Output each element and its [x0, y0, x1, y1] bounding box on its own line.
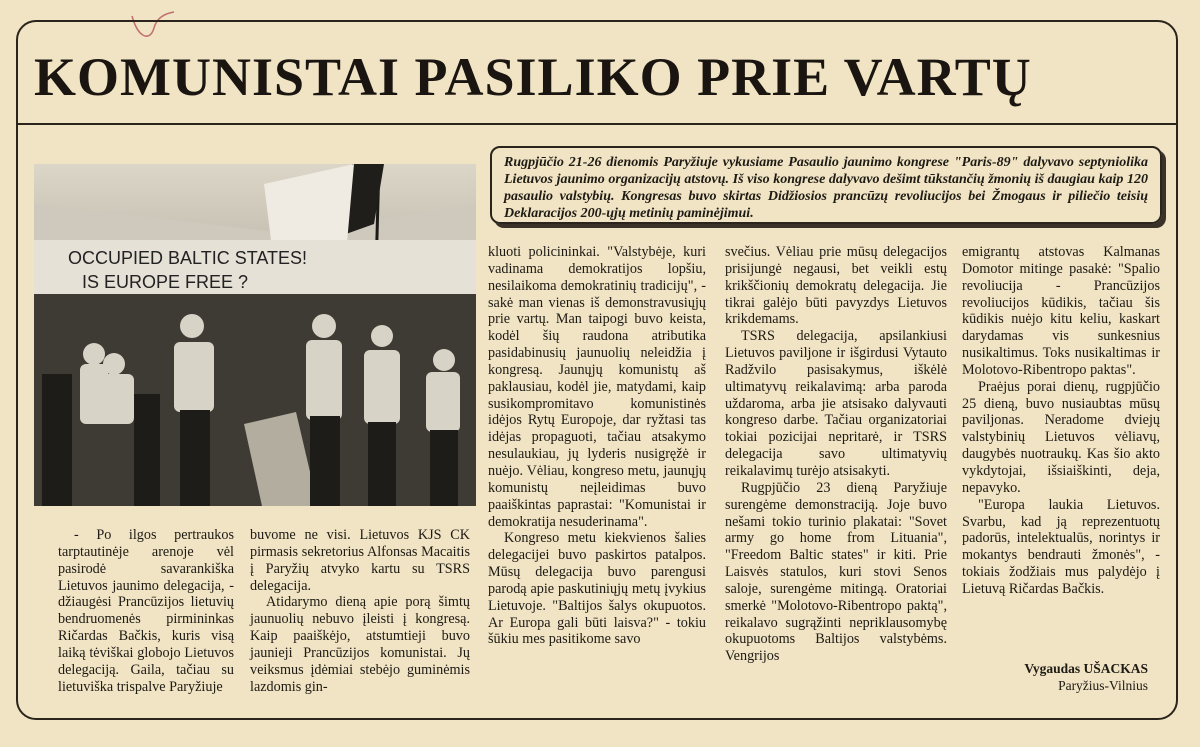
photo [34, 164, 476, 506]
paragraph: svečius. Vėliau prie mūsų delegacijos prisijungė negausi, bet veikli estų krikščionių demokratų delegacija. Jie tikrai galėjo būti pavyzdys Lietuvos krikdemams. [725, 244, 947, 328]
lead-text: Rugpjūčio 21-26 dienomis Paryžiuje vykusiame Pasaulio jaunimo kongrese "Paris-89" dalyvavo septyniolika Lietuvos jaunimo organizacijų atstovų. Iš viso kongrese dalyvavo dešimt tūkstančių žmonių iš daugiau kaip 120 pasaulio valstybių. Kongresas buvo skirtas Didžiosios prancūzų revoliucijos bei Žmogaus ir piliečio teisių Deklaracijos 200-ųjų metinių paminėjimui. [504, 155, 1148, 221]
paragraph: emigrantų atstovas Kalmanas Domotor mitinge pasakė: "Spalio revoliucija - Prancūzijos revoliucijos kūdikis, tačiau šis kūdikis nuėjo kitu keliu, kaskart darydamas vis sunkesnius nusikaltimus. Toks nusikaltimas ir Molotovo-Ribentropo paktas". [962, 244, 1160, 378]
byline [948, 660, 1148, 694]
lead-box [490, 146, 1162, 224]
headline-rule [18, 123, 1178, 125]
byline-place: Paryžius-Vilnius [1058, 678, 1148, 693]
demonstration-photo [34, 164, 476, 506]
byline-author: Vygaudas UŠACKAS [1024, 661, 1148, 676]
paragraph: "Europa laukia Lietuvos. Svarbu, kad ją reprezentuotų padorūs, intelektualūs, norintys ir mokantys bendrauti žmonės", - tokiais žodžiais mus palydėjo į Lietuvą Ričardas Bačkis. [962, 496, 1160, 597]
column-1 [58, 527, 234, 695]
paragraph: kluoti policininkai. "Valstybėje, kuri vadinama demokratijos lopšiu, nesilaikoma demokratinių tradicijų", - sakė man vienas iš demonstravusiųjų prie vartų. Man taipogi buvo keista, kodėl šių raudona atributika pasidabinusių jaunuolių neleidžia į kongresą. Jaunųjų komunistų aš paklausiau, kodėl jie, matydami, kaip susikompromitavo komunistinės idėjos Rytų Europoje, dar ryžtasi tas idėjas propaguoti, tačiau atsakymo nesulaukiau, jų lyderis nusigręžė ir nuėjo. Vėliau, kongreso metu, jaunųjų komunistų neįleidimas buvo paaiškintas paprastai: "Komunistai ir demokratija nesuderinama". [488, 244, 706, 530]
paragraph: - Po ilgos pertraukos tarptautinėje arenoje vėl pasirodė savarankiška Lietuvos jaunimo delegacija, - džiaugėsi Prancūzijos lietuvių bendruomenės pirmininkas Ričardas Bačkis, kuris visą laiką tėviškai globojo Lietuvos delegaciją. Gaila, tačiau su lietuviška trispalve Paryžiuje [58, 527, 234, 695]
paragraph: buvome ne visi. Lietuvos KJS CK pirmasis sekretorius Alfonsas Macaitis į Paryžių atvyko kartu su TSRS delegacija. [250, 527, 470, 594]
column-5 [962, 244, 1160, 598]
headline: KOMUNISTAI PASILIKO PRIE VARTŲ [34, 47, 1032, 107]
column-2 [250, 527, 470, 695]
column-3 [488, 244, 706, 648]
column-4 [725, 244, 947, 665]
paragraph: TSRS delegacija, apsilankiusi Lietuvos paviljone ir išgirdusi Vytauto Radžvilo pasisakymus, iškėlė ultimatyvų reikalavimą: arba paroda uždaroma, arba jie atsisako dalyvauti kongreso darbe. Tačiau organizatoriai tokiai pozicijai nepritarė, ir TSRS delegacija savo ultimatyvių reikalavimų turėjo atsisakyti. [725, 328, 947, 479]
paragraph: Atidarymo dieną apie porą šimtų jaunuolių nebuvo įleisti į kongresą. Kaip paaiškėjo, atstumtieji buvo jaunieji Prancūzijos komunistai. Jų veiksmus įdėmiai stebėjo guminėmis lazdomis gin- [250, 594, 470, 695]
paragraph: Kongreso metu kiekvienos šalies delegacijei buvo paskirtos patalpos. Mūsų delegacija buvo parengusi parodą apie paskutiniųjų metų įvykius Lietuvoje. "Baltijos šalys okupuotos. Ar Europa gali būti laisva?" - tokiu šūkiu mes pasitikome savo [488, 530, 706, 648]
banner-line2: IS EUROPE FREE ? [82, 272, 249, 292]
banner-line1: OCCUPIED BALTIC STATES! [68, 248, 308, 268]
paragraph: Rugpjūčio 23 dieną Paryžiuje surengėme demonstraciją. Joje buvo nešami tokio turinio plakatai: "Sovet army go home from Lituania", "Freedom Baltic states" ir kiti. Prie Laisvės statulos, kuri stovi Senos saloje, surengėme mitingą. Oratoriai smerkė "Molotovo-Ribentropo paktą", reikalavo sugrąžinti nepriklausomybę okupuotoms Baltijos valstybėms. Vengrijos [725, 479, 947, 665]
paragraph: Praėjus porai dienų, rugpjūčio 25 dieną, buvo nusiaubtas mūsų paviljonas. Neradome dviejų valstybinių Lietuvos vėliavų, daugybės nuotraukų. Kas šio akto vykdytojai, išsiaiškinti, deja, nepavyko. [962, 378, 1160, 496]
